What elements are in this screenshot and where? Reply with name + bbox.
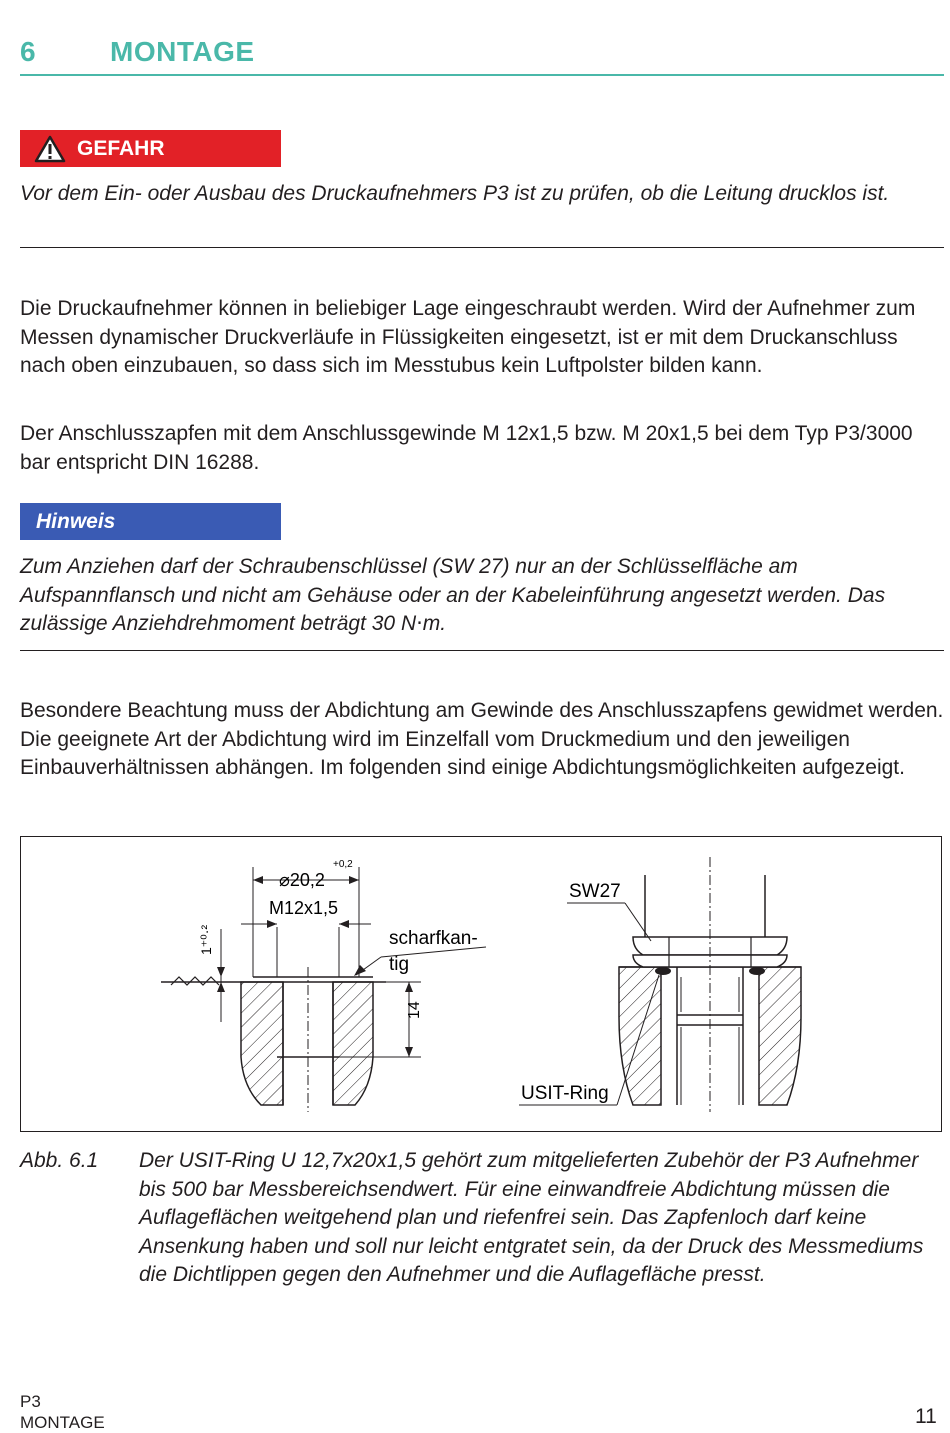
paragraph-sealing: Besondere Beachtung muss der Abdichtung am Gewinde des Anschlusszapfens gewidmet werden. Die geeignete Art der Abdichtung wird im Einzelfall vom Druckmedium und den jeweiligen Einbauverhältnissen abhängen. Im folgenden sind einige Abdichtungsmöglichkeiten aufgezeigt.: [20, 699, 944, 779]
note-banner: [20, 503, 281, 540]
danger-rule: [20, 247, 944, 248]
dimension-thread: M12x1,5: [269, 898, 339, 918]
note-label: Hinweis: [36, 510, 116, 533]
page-number: 11: [915, 1405, 937, 1428]
label-sw27: SW27: [569, 881, 621, 902]
right-sensor-drawing: [519, 857, 801, 1112]
note-rule: [20, 650, 944, 651]
figure-caption-text: Der USIT-Ring U 12,7x20x1,5 gehört zum mitgelieferten Zubehör der P3 Aufnehmer bis 500 bar Messbereichsendwert. Für eine einwandfreie Abdichtung müssen die Auflageflächen weitgehend plan und riefenfrei sein. Das Zapfenloch darf keine Ansenkung haben und soll nur leicht entgratet sein, da der Druck des Messmediums die Dichtlippen gegen den Aufnehmer und die Auflagefläche presst.: [139, 1149, 924, 1286]
dimension-diameter: ⌀20,2: [279, 870, 325, 890]
label-sharp-edge-2: tig: [389, 954, 410, 975]
chapter-number: 6: [20, 36, 36, 67]
dimension-diameter-tolerance: +0,2: [333, 859, 353, 870]
svg-text:1⁺⁰·²: 1⁺⁰·²: [198, 924, 214, 955]
label-usit-ring: USIT-Ring: [521, 1083, 609, 1104]
chapter-rule: [20, 74, 944, 76]
paragraph-thread: Der Anschlusszapfen mit dem Anschlussgewinde M 12x1,5 bzw. M 20x1,5 bei dem Typ P3/3000 bar entspricht DIN 16288.: [20, 422, 913, 474]
warning-triangle-icon: [34, 135, 66, 163]
label-sharp-edge-1: scharfkan-: [389, 928, 478, 949]
footer-section: MONTAGE: [20, 1413, 105, 1432]
figure-caption-number: Abb. 6.1: [20, 1149, 99, 1172]
paragraph-installation: Die Druckaufnehmer können in beliebiger Lage eingeschraubt werden. Wird der Aufnehmer zum Messen dynamischer Druckverläufe in Flüssigkeiten eingesetzt, ist er mit dem Druckanschluss nach oben einzubauen, so dass sich im Messtubus kein Luftpolster bilden kann.: [20, 297, 916, 377]
note-text: Zum Anziehen darf der Schraubenschlüssel (SW 27) nur an der Schlüsselfläche am Aufspannflansch und nicht am Gehäuse oder an der Kabeleinführung angesetzt werden. Das zulässige Anziehdrehmoment beträgt 30 N⋅m.: [20, 555, 886, 635]
chapter-title: MONTAGE: [110, 36, 255, 67]
left-bore-drawing: [161, 859, 486, 1112]
danger-banner: [20, 130, 281, 167]
mounting-drawing: [21, 837, 940, 1130]
danger-label: GEFAHR: [77, 137, 165, 160]
figure-frame: [20, 836, 942, 1132]
danger-text: Vor dem Ein- oder Ausbau des Druckaufnehmers P3 ist zu prüfen, ob die Leitung drucklos ist.: [20, 182, 890, 205]
dimension-depth: 14: [406, 1001, 423, 1019]
footer-product: P3: [20, 1392, 41, 1411]
